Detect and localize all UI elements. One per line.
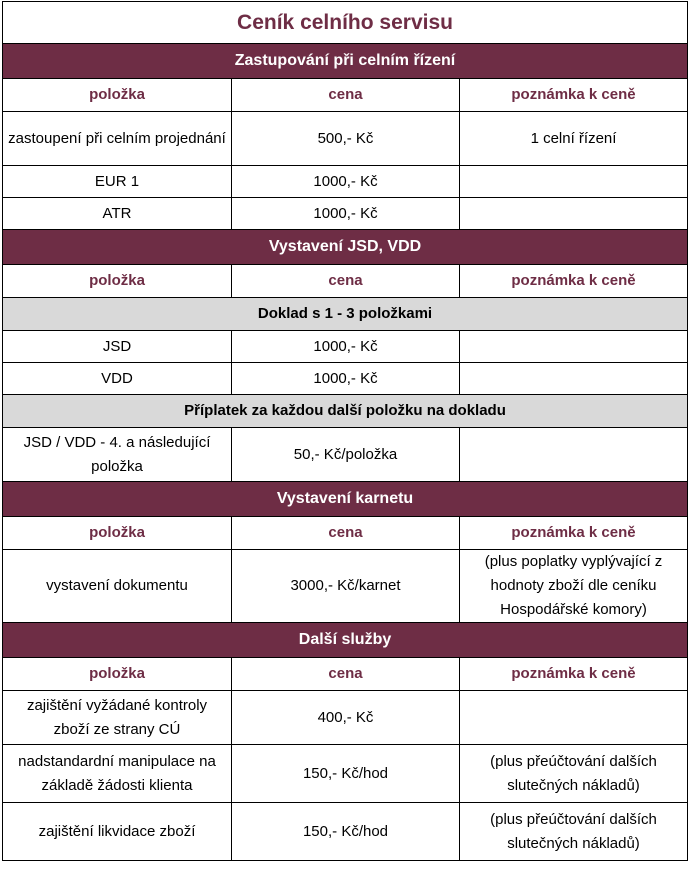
- table-row: [3, 745, 688, 803]
- item-cell: VDD: [3, 363, 232, 395]
- item-cell: nadstandardní manipulace na základě žádosti klienta: [3, 745, 232, 803]
- note-cell: [460, 363, 688, 395]
- note-cell: [460, 198, 688, 230]
- price-list-table: [2, 1, 688, 861]
- table-row: [3, 691, 688, 745]
- item-cell: EUR 1: [3, 166, 232, 198]
- item-cell: zastoupení při celním projednání: [3, 112, 232, 166]
- note-cell: (plus přeúčtování dalších slutečných nákladů): [460, 803, 688, 861]
- header-item: položka: [3, 79, 232, 112]
- table-row: [3, 803, 688, 861]
- header-price: cena: [232, 658, 460, 691]
- item-cell: zajištění likvidace zboží: [3, 803, 232, 861]
- section-title-dalsi: Další služby: [3, 623, 688, 658]
- header-note: poznámka k ceně: [460, 658, 688, 691]
- header-price: cena: [232, 79, 460, 112]
- note-cell: [460, 428, 688, 482]
- table-row: [3, 428, 688, 482]
- page-title: Ceník celního servisu: [3, 2, 688, 44]
- table-row: [3, 198, 688, 230]
- price-cell: 1000,- Kč: [232, 198, 460, 230]
- header-item: položka: [3, 658, 232, 691]
- note-cell: (plus poplatky vyplývající z hodnoty zboží dle ceníku Hospodářské komory): [460, 550, 688, 623]
- note-cell: 1 celní řízení: [460, 112, 688, 166]
- price-cell: 3000,- Kč/karnet: [232, 550, 460, 623]
- section-title-karnet: Vystavení karnetu: [3, 482, 688, 517]
- header-note: poznámka k ceně: [460, 517, 688, 550]
- header-note: poznámka k ceně: [460, 265, 688, 298]
- subsection-title: Doklad s 1 - 3 položkami: [3, 298, 688, 331]
- note-cell: [460, 691, 688, 745]
- table-row: [3, 331, 688, 363]
- item-cell: JSD / VDD - 4. a následující položka: [3, 428, 232, 482]
- item-cell: vystavení dokumentu: [3, 550, 232, 623]
- price-cell: 400,- Kč: [232, 691, 460, 745]
- item-cell: JSD: [3, 331, 232, 363]
- header-note: poznámka k ceně: [460, 79, 688, 112]
- price-cell: 1000,- Kč: [232, 166, 460, 198]
- header-price: cena: [232, 517, 460, 550]
- header-row: [3, 517, 688, 550]
- item-cell: zajištění vyžádané kontroly zboží ze strany CÚ: [3, 691, 232, 745]
- header-price: cena: [232, 265, 460, 298]
- header-row: [3, 265, 688, 298]
- note-cell: (plus přeúčtování dalších slutečných nákladů): [460, 745, 688, 803]
- header-row: [3, 658, 688, 691]
- price-cell: 150,- Kč/hod: [232, 745, 460, 803]
- price-cell: 500,- Kč: [232, 112, 460, 166]
- item-cell: ATR: [3, 198, 232, 230]
- table-row: [3, 112, 688, 166]
- price-cell: 50,- Kč/položka: [232, 428, 460, 482]
- subsection-title: Příplatek za každou další položku na dokladu: [3, 395, 688, 428]
- section-title-zastupovani: Zastupování při celním řízení: [3, 44, 688, 79]
- price-cell: 150,- Kč/hod: [232, 803, 460, 861]
- table-row: [3, 363, 688, 395]
- section-title-jsd: Vystavení JSD, VDD: [3, 230, 688, 265]
- price-cell: 1000,- Kč: [232, 331, 460, 363]
- note-cell: [460, 166, 688, 198]
- price-cell: 1000,- Kč: [232, 363, 460, 395]
- note-cell: [460, 331, 688, 363]
- header-item: položka: [3, 265, 232, 298]
- table-row: [3, 550, 688, 623]
- header-item: položka: [3, 517, 232, 550]
- header-row: [3, 79, 688, 112]
- table-row: [3, 166, 688, 198]
